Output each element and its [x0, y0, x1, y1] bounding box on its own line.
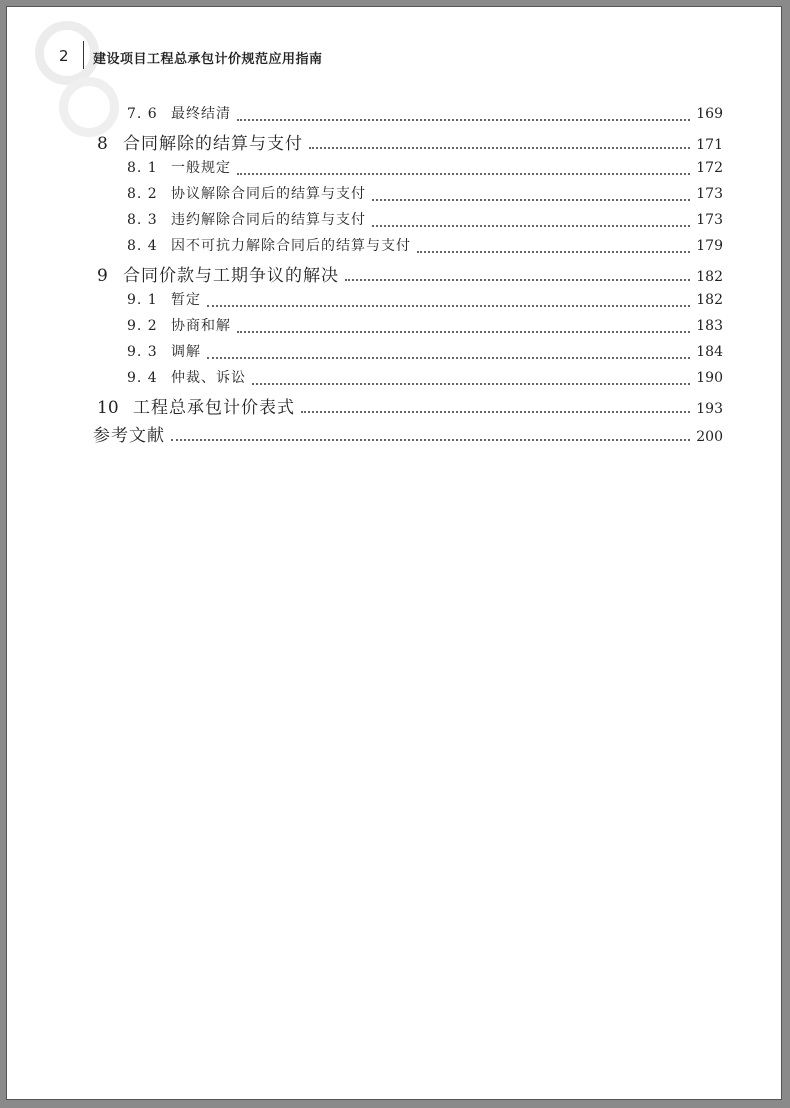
toc-entry-title: 一般规定 [171, 160, 231, 176]
toc-entry-number: 9 [97, 266, 108, 286]
toc-entry[interactable] [93, 341, 723, 367]
toc-entry-page: 169 [696, 106, 723, 122]
toc-entry-title: 参考文献 [93, 426, 165, 446]
toc-entry[interactable] [93, 393, 723, 421]
toc-entry-page: 171 [696, 137, 723, 153]
toc-entry-page: 173 [696, 212, 723, 228]
toc-entry-number: 7. 6 [127, 106, 158, 122]
toc-entry-page: 173 [696, 186, 723, 202]
toc-entry[interactable] [93, 367, 723, 393]
dot-leader [309, 147, 690, 149]
toc-entry-number: 8 [97, 134, 108, 154]
toc-entry-title: 调解 [171, 344, 201, 360]
dot-leader [207, 305, 690, 307]
dot-leader [372, 199, 690, 201]
toc-entry-title: 合同价款与工期争议的解决 [123, 266, 339, 286]
dot-leader [417, 251, 690, 253]
toc-entry[interactable] [93, 129, 723, 157]
dot-leader [252, 383, 690, 385]
toc-entry-title: 工程总承包计价表式 [133, 398, 295, 418]
toc-entry-page: 193 [696, 401, 723, 417]
toc-entry-title: 最终结清 [171, 106, 231, 122]
toc-entry-title: 合同解除的结算与支付 [123, 134, 303, 154]
toc-entry-title: 因不可抗力解除合同后的结算与支付 [171, 238, 411, 254]
dot-leader [237, 173, 690, 175]
toc-entry-page: 182 [696, 292, 723, 308]
dot-leader [237, 331, 690, 333]
toc-entry[interactable] [93, 209, 723, 235]
toc-entry-number: 8. 3 [127, 212, 158, 228]
dot-leader [237, 119, 690, 121]
dot-leader [345, 279, 690, 281]
dot-leader [207, 357, 690, 359]
table-of-contents [93, 103, 723, 449]
toc-entry-title: 违约解除合同后的结算与支付 [171, 212, 366, 228]
page-number: 2 [59, 47, 69, 65]
toc-entry-number: 8. 4 [127, 238, 158, 254]
toc-entry[interactable] [93, 315, 723, 341]
toc-entry[interactable] [93, 157, 723, 183]
dot-leader [301, 411, 690, 413]
toc-entry-number: 9. 3 [127, 344, 158, 360]
toc-entry-number: 10 [97, 398, 119, 418]
toc-entry-title: 协议解除合同后的结算与支付 [171, 186, 366, 202]
document-page [6, 6, 782, 1100]
toc-entry-page: 179 [696, 238, 723, 254]
toc-entry-page: 172 [696, 160, 723, 176]
toc-entry-page: 190 [696, 370, 723, 386]
dot-leader [171, 439, 690, 441]
toc-entry[interactable] [93, 289, 723, 315]
toc-entry-title: 暂定 [171, 292, 201, 308]
toc-entry[interactable] [93, 261, 723, 289]
toc-entry[interactable] [93, 421, 723, 449]
toc-entry-page: 200 [696, 429, 723, 445]
toc-entry-number: 9. 1 [127, 292, 158, 308]
toc-entry-page: 182 [696, 269, 723, 285]
book-title: 建设项目工程总承包计价规范应用指南 [93, 52, 323, 67]
toc-entry-page: 183 [696, 318, 723, 334]
toc-entry-number: 9. 4 [127, 370, 158, 386]
header-divider [83, 41, 84, 69]
toc-entry-title: 协商和解 [171, 318, 231, 334]
dot-leader [372, 225, 690, 227]
toc-entry-title: 仲裁、诉讼 [171, 370, 246, 386]
page-header [7, 7, 781, 67]
toc-entry[interactable] [93, 183, 723, 209]
toc-entry-number: 9. 2 [127, 318, 158, 334]
toc-entry[interactable] [93, 103, 723, 129]
toc-entry-number: 8. 2 [127, 186, 158, 202]
toc-entry[interactable] [93, 235, 723, 261]
toc-entry-number: 8. 1 [127, 160, 158, 176]
toc-entry-page: 184 [696, 344, 723, 360]
